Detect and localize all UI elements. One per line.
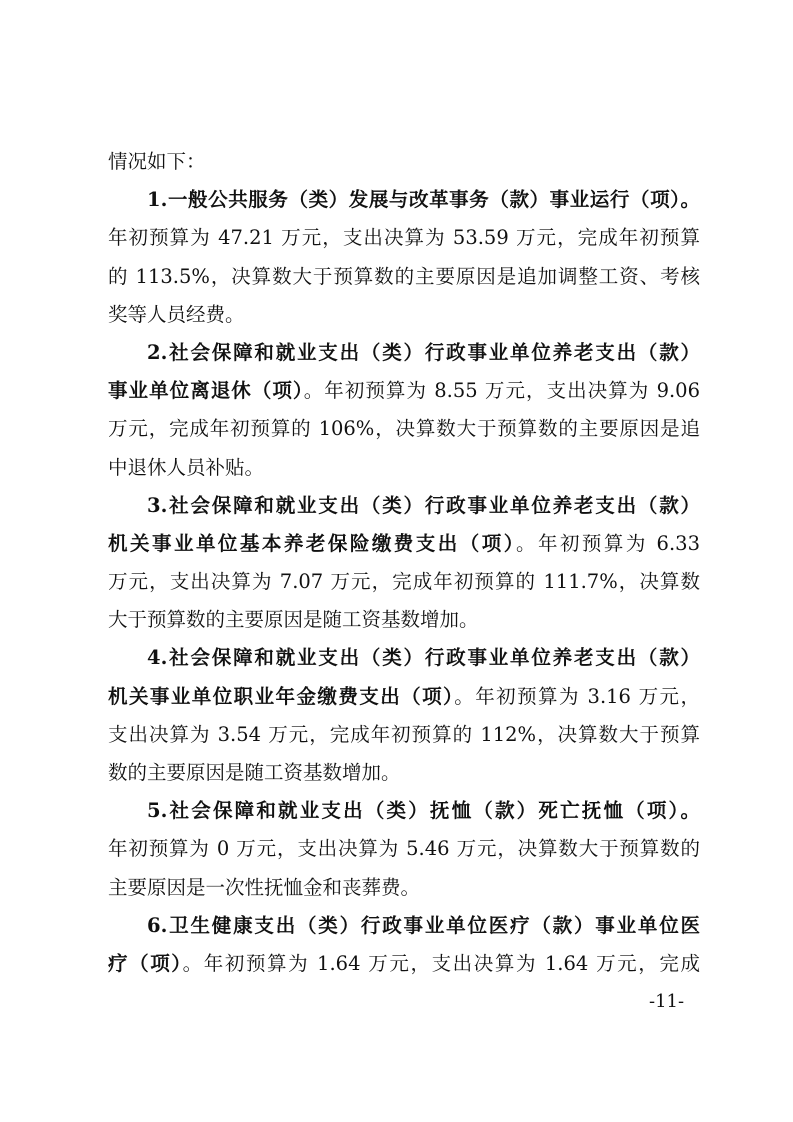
paragraph-text: 支出决算为 3.54 万元，完成年初预算的 112%，决算数大于预算 (108, 722, 700, 746)
intro-line (108, 143, 700, 181)
paragraph-line (108, 945, 700, 983)
paragraph-line (108, 678, 700, 716)
paragraph-line (108, 563, 700, 601)
item-heading: 4.社会保障和就业支出（类）行政事业单位养老支出（款） (147, 646, 700, 670)
paragraph-text: 。年初预算为 6.33 (515, 531, 700, 555)
paragraph-text: 主要原因是一次性抚恤金和丧葬费。 (108, 875, 421, 899)
paragraph-line (108, 754, 700, 792)
item-heading: 5.社会保障和就业支出（类）抚恤（款）死亡抚恤（项）。 (147, 799, 700, 823)
paragraph-line (108, 639, 700, 677)
page-number: -11- (649, 991, 685, 1012)
paragraph-text: 万元，支出决算为 7.07 万元，完成年初预算的 111.7%，决算数 (108, 570, 700, 594)
paragraph-text: 中退休人员补贴。 (108, 455, 265, 479)
paragraph-text: 奖等人员经费。 (108, 302, 245, 326)
paragraph-line (108, 181, 700, 219)
paragraph-2 (108, 334, 700, 487)
paragraph-line (108, 258, 700, 296)
document-body (108, 143, 700, 983)
paragraph-text: 年初预算为 47.21 万元，支出决算为 53.59 万元，完成年初预算 (108, 226, 700, 250)
paragraph-line (108, 487, 700, 525)
paragraph-5 (108, 792, 700, 907)
item-heading: 机关事业单位基本养老保险缴费支出（项） (108, 531, 516, 555)
paragraph-line (108, 372, 700, 410)
paragraph-line (108, 296, 700, 334)
paragraph-line (108, 601, 700, 639)
paragraph-text: 大于预算数的主要原因是随工资基数增加。 (108, 608, 479, 632)
paragraph-6 (108, 907, 700, 983)
paragraph-text: 。年初预算为 1.64 万元，支出决算为 1.64 万元，完成 (182, 951, 700, 975)
paragraph-line (108, 792, 700, 830)
item-heading: 2.社会保障和就业支出（类）行政事业单位养老支出（款） (147, 340, 700, 364)
intro-text: 情况如下： (108, 150, 206, 173)
item-heading: 疗（项） (108, 951, 183, 975)
paragraph-1 (108, 181, 700, 334)
paragraph-line (108, 869, 700, 907)
paragraph-text: 年初预算为 0 万元，支出决算为 5.46 万元，决算数大于预算数的 (108, 837, 700, 861)
paragraph-3 (108, 487, 700, 640)
item-heading: 3.社会保障和就业支出（类）行政事业单位养老支出（款） (147, 493, 700, 517)
paragraph-line (108, 525, 700, 563)
paragraph-text: 。年初预算为 8.55 万元，支出决算为 9.06 (303, 379, 700, 403)
paragraph-text: 数的主要原因是随工资基数增加。 (108, 761, 401, 784)
paragraph-line (108, 219, 700, 257)
paragraph-line (108, 449, 700, 487)
item-heading: 事业单位离退休（项） (108, 379, 304, 403)
item-heading: 机关事业单位职业年金缴费支出（项） (108, 684, 455, 708)
paragraph-line (108, 410, 700, 448)
paragraph-line (108, 830, 700, 868)
paragraph-text: 。年初预算为 3.16 万元， (454, 684, 700, 708)
paragraph-line (108, 716, 700, 754)
paragraph-4 (108, 639, 700, 792)
paragraph-line (108, 907, 700, 945)
paragraph-text: 万元，完成年初预算的 106%，决算数大于预算数的主要原因是追 (108, 417, 700, 441)
item-heading: 1.一般公共服务（类）发展与改革事务（款）事业运行（项）。 (147, 188, 700, 212)
paragraph-text: 的 113.5%，决算数大于预算数的主要原因是追加调整工资、考核 (108, 264, 700, 288)
item-heading: 6.卫生健康支出（类）行政事业单位医疗（款）事业单位医 (147, 913, 700, 937)
paragraph-line (108, 334, 700, 372)
